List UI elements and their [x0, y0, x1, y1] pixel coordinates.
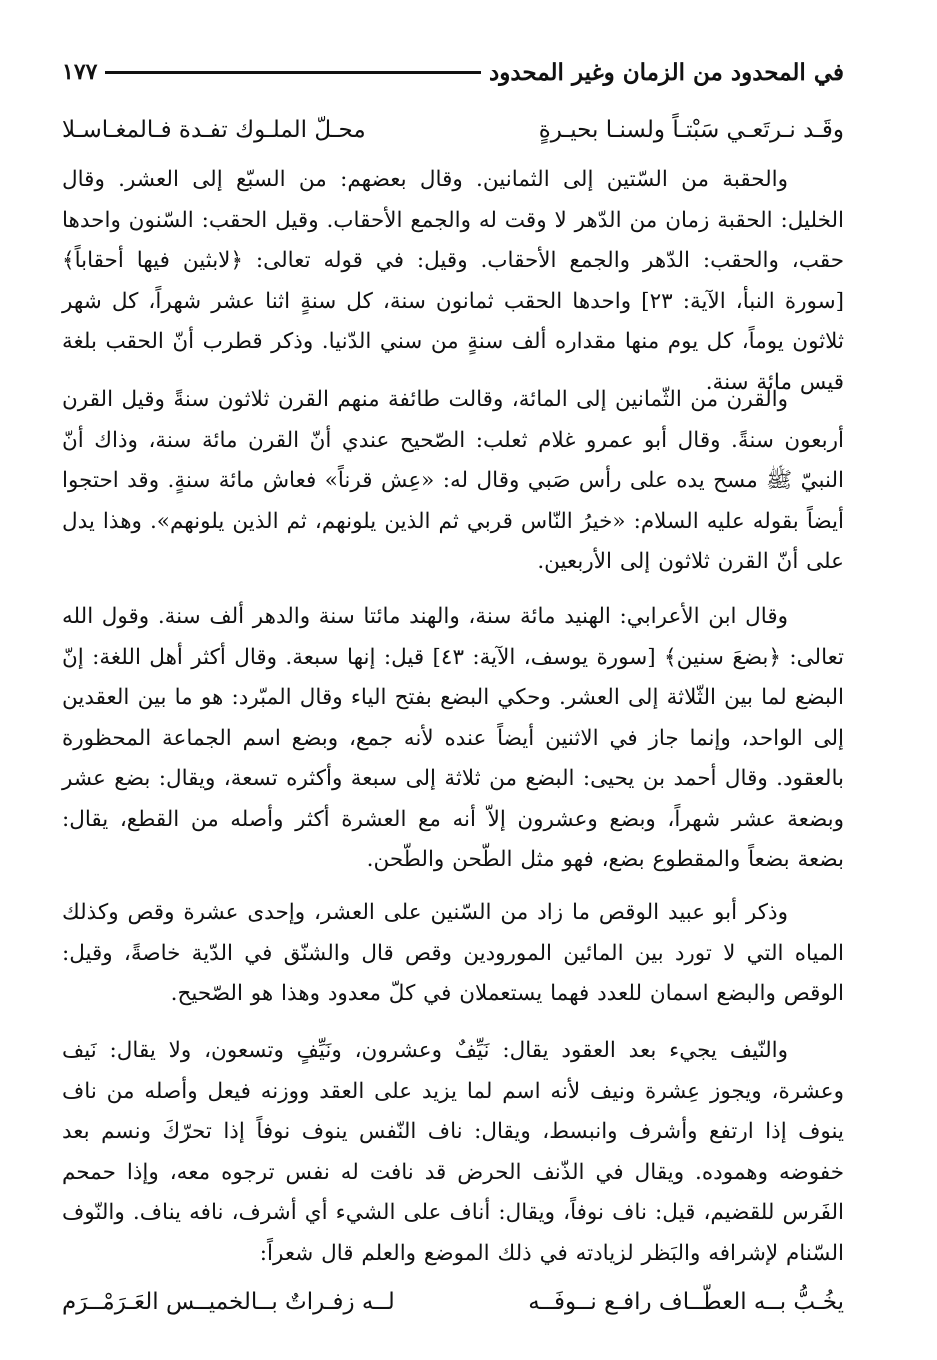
paragraph-qarn: والقرن من الثّمانين إلى المائة، وقالت طائفة منهم القرن ثلاثون سنةً وقيل القرن أربعون سنةً. وقال أبو عمرو غلام ثعلب: الصّحيح عندي أنّ القرن مائة سنة، وذاك أنّ النبيّ ﷺ مسح يده على رأس صَبي وقال له: «عِش قرناً» فعاش مائة سنةٍ. وقد احتجوا أيضاً بقوله عليه السلام: «خيرُ النّاس قربي ثم الذين يلونهم، ثم الذين يلونهم». وهذا يدل على أنّ القرن ثلاثون إلى الأربعين.	[62, 387, 844, 574]
verse-bottom-hemistich-2: لــه زفـراتٌ بــالخميــس العَـرَمْــرَم	[62, 1289, 395, 1315]
paragraph-huqba: والحقبة من السّتين إلى الثمانين. وقال بعضهم: من السبّع إلى العشر. وقال الخليل: الحقبة زمان من الدّهر لا وقت له والجمع الأحقاب. وقيل الحقب: السّنون واحدها حقب، والحقب: الدّهر والجمع الأحقاب. وقيل: في قوله تعالى: ﴿لابثين فيها أحقاباً﴾ [سورة النبأ، الآية: ٢٣] واحدها الحقب ثمانون سنة، كل سنةٍ اثنا عشر شهراً، كل شهر ثلاثون يوماً، كل يوم منها مقداره ألف سنةٍ من سني الدّنيا. وذكر قطرب أنّ الحقب بلغة قيس مائة سنة.	[62, 167, 845, 395]
paragraph-nayyif: والنّيف يجيء بعد العقود يقال: نَيِّفٌ وعشرون، ونَيِّفٍ وتسعون، ولا يقال: نَيف وعشرة، ويجوز عِشرة ونيف لأنه اسم لما يزيد على العقد ووزنه فيعل وأصله من ناف ينوف إذا ارتفع وأشرف وانبسط، ويقال: ناف النّفس ينوف نوفاً إذا تحرّكَ ونسم بعد خفوضه وهموده. ويقال في الذّنف الحرض قد نافت له نفس ترجوه معه، وإذا حمحم الفَرس للقضيم، قيل: ناف نوفاً، ويقال: أناف على الشيء أي أشرف، نافه يناف. والنّوف السّنام لإشرافه والبَظر لزيادته في ذلك الموضع والعلم قال شعراً:	[62, 1038, 844, 1266]
verse-bottom	[62, 1282, 844, 1322]
verse-bottom-hemistich-1: يخُـبُّ بــه العطّــاف رافـع نــوفَــه	[528, 1289, 844, 1315]
paragraph-bidh: وقال ابن الأعرابي: الهنيد مائة سنة، والهند مائتا سنة والدهر ألف سنة. وقول الله تعالى: ﴿بضعَ سنين﴾ [سورة يوسف، الآية: ٤٣] قيل: إنها سبعة. وقال أكثر أهل اللغة: إنّ البضع لما بين الثّلاثة إلى العشر. وحكي البضع بفتح الياء وقال المبّرد: هو ما بين العقدين إلى الواحد، وإنما جاز في الاثنين أيضاً عنده لأنه جمع، وبضع اسم الجماعة المحظورة بالعقود. وقال أحمد بن يحيى: البضع من ثلاثة إلى سبعة وأكثره تسعة، ويقال: بضع عشر وبضعة عشر شهراً، وبضع وعشرون إلاّ أنه مع العشرة أكثر وأصله من القطع، يقال: بضعة بضعاً والمقطوع بضع، فهو مثل الطّحن والطّحن.	[62, 604, 844, 872]
header-rule	[105, 71, 481, 74]
paragraph-waqs: وذكر أبو عبيد الوقص ما زاد من السّنين على العشر، وإحدى عشرة وقص وكذلك المياه التي لا تورد بين المائين المورودين وقص قال والشنّق في الدّية خاصةً، وقيل: الوقص والبضع اسمان للعدد فهما يستعملان في كلّ معدود وهذا هو الصّحيح.	[62, 900, 844, 1006]
verse-top-hemistich-1: وقَـد نـرتَعـي سَبْتـاً ولسنـا بحيـرةٍ	[538, 117, 844, 143]
verse-top	[62, 110, 844, 150]
running-header	[62, 52, 844, 92]
verse-top-hemistich-2: محـلّ الملـوك تفـدة فـالمغـاسـلا	[62, 117, 366, 143]
page-number: ١٧٧	[62, 59, 98, 85]
header-title: في المحدود من الزمان وغير المحدود	[488, 58, 844, 86]
